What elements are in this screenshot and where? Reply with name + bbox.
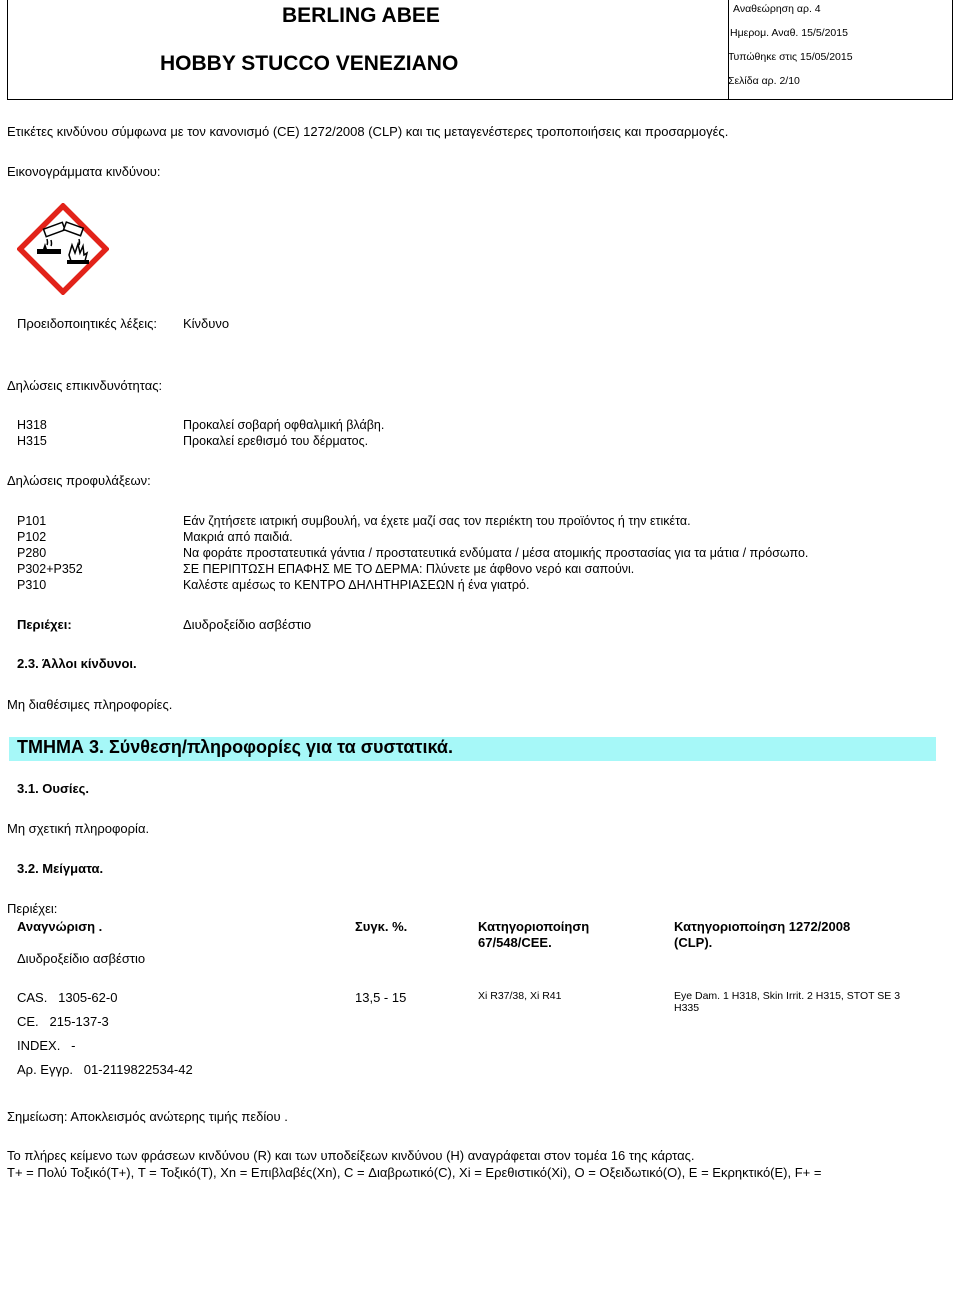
index-number: INDEX. - [17, 1038, 76, 1053]
other-hazards-text: Μη διαθέσιμες πληροφορίες. [7, 697, 173, 712]
precaution-text: Μακριά από παιδιά. [183, 530, 293, 544]
precaution-code: P102 [17, 530, 47, 544]
mixtures-contains-label: Περιέχει: [7, 901, 58, 916]
signal-word-label: Προειδοποιητικές λέξεις: [17, 316, 157, 331]
precaution-text: Καλέστε αμέσως το ΚΕΝΤΡΟ ΔΗΛΗΤΗΡΙΑΣΕΩΝ ή ένα γιατρό. [183, 578, 530, 592]
footer-line-1: Το πλήρες κείμενο των φράσεων κινδύνου (R) και των υποδείξεων κινδύνου (H) αναγράφεται στον τομέα 16 της κάρτας. [7, 1148, 695, 1163]
section-3-header [9, 737, 936, 761]
print-date: Τυπώθηκε στις 15/05/2015 [728, 51, 853, 63]
pictograms-label: Εικονογράμματα κινδύνου: [7, 164, 161, 179]
other-hazards-title: 2.3. Άλλοι κίνδυνοι. [17, 656, 137, 671]
table-header-class-1272: Κατηγοριοποίηση 1272/2008 [674, 919, 851, 934]
page-number: Σελίδα αρ. 2/10 [728, 75, 800, 87]
table-header-class-67: Κατηγοριοποίηση [478, 919, 590, 934]
classification-1272: Eye Dam. 1 H318, Skin Irrit. 2 H315, STOT SE 3 [674, 990, 901, 1002]
table-header-class-1272-line2: (CLP). [674, 935, 713, 950]
footer-line-2: T+ = Πολύ Τοξικό(T+), T = Τοξικό(T), Xn = Επιβλαβές(Xn), C = Διαβρωτικό(C), Xi = Ερεθιστικό(Xi), O = Οξειδωτικό(O), E = Εκρηκτικό(E), F+ = [7, 1165, 822, 1180]
substances-title: 3.1. Ουσίες. [17, 781, 90, 796]
substance-name: Διυδροξείδιο ασβέστιο [17, 951, 146, 966]
corrosion-ghs05-icon [17, 203, 109, 295]
revision-number: Αναθεώρηση αρ. 4 [733, 3, 821, 15]
precaution-code: P280 [17, 546, 47, 560]
cas-number: CAS. 1305-62-0 [17, 990, 118, 1005]
table-header-class-67-line2: 67/548/CEE. [478, 935, 552, 950]
product-name: HOBBY STUCCO VENEZIANO [160, 52, 459, 75]
document-header [7, 0, 953, 100]
section-3-title: ΤΜΗΜΑ 3. Σύνθεση/πληροφορίες για τα συστατικά. [17, 737, 453, 757]
table-header-concentration: Συγκ. %. [355, 919, 408, 934]
precaution-code: P101 [17, 514, 47, 528]
hazard-code: H318 [17, 418, 47, 432]
registration-number: Αρ. Εγγρ. 01-2119822534-42 [17, 1062, 193, 1077]
precaution-code: P310 [17, 578, 47, 592]
concentration-value: 13,5 - 15 [355, 990, 407, 1005]
hazard-statements-label: Δηλώσεις επικινδυνότητας: [7, 378, 163, 393]
contains-value: Διυδροξείδιο ασβέστιο [183, 617, 312, 632]
mixtures-title: 3.2. Μείγματα. [17, 861, 104, 876]
contains-label: Περιέχει: [17, 617, 72, 632]
revision-date: Ημερομ. Αναθ. 15/5/2015 [730, 27, 848, 39]
substances-text: Μη σχετική πληροφορία. [7, 821, 150, 836]
note-text: Σημείωση: Αποκλεισμός ανώτερης τιμής πεδίου . [7, 1109, 288, 1124]
precaution-text: Να φοράτε προστατευτικά γάντια / προστατευτικά ενδύματα / μέσα ατομικής προστασίας για τα μάτια / πρόσωπο. [183, 546, 809, 560]
classification-1272-line2: H335 [674, 1002, 700, 1014]
classification-67: Xi R37/38, Xi R41 [478, 990, 562, 1002]
precaution-statements-label: Δηλώσεις προφυλάξεων: [7, 473, 151, 488]
precaution-text: ΣΕ ΠΕΡΙΠΤΩΣΗ ΕΠΑΦΗΣ ΜΕ ΤΟ ΔΕΡΜΑ: Πλύνετε με άφθονο νερό και σαπούνι. [183, 562, 635, 576]
signal-word: Κίνδυνο [183, 316, 230, 331]
precaution-code: P302+P352 [17, 562, 83, 576]
company-name: BERLING ABEE [282, 4, 440, 27]
hazard-text: Προκαλεί σοβαρή οφθαλμική βλάβη. [183, 418, 385, 432]
ce-number: CE. 215-137-3 [17, 1014, 109, 1029]
precaution-text: Εάν ζητήσετε ιατρική συμβουλή, να έχετε μαζί σας τον περιέκτη του προϊόντος ή την ετικέτα. [183, 514, 691, 528]
hazard-text: Προκαλεί ερεθισμό του δέρματος. [183, 434, 369, 448]
hazard-code: H315 [17, 434, 47, 448]
labels-intro: Ετικέτες κινδύνου σύμφωνα με τον κανονισμό (CE) 1272/2008 (CLP) και τις μεταγενέστερες τροποποιήσεις και προσαρμογές. [7, 124, 729, 139]
table-header-identification: Αναγνώριση . [17, 919, 103, 934]
